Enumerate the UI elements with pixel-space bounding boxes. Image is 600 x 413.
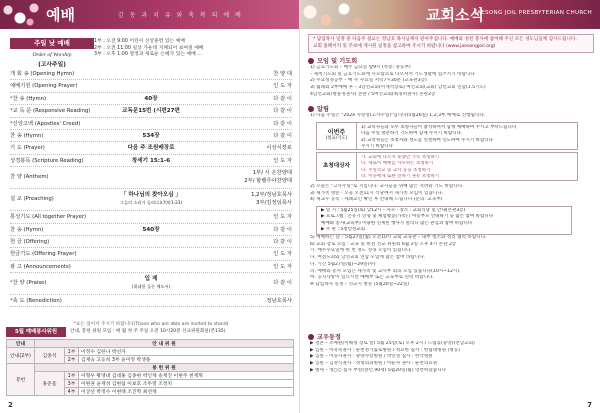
flower-decoration-icon bbox=[300, 0, 370, 29]
service-time-2: 2부 : 오전 11:00 일상 가운데 지체되어 보여질 예배 bbox=[94, 45, 204, 51]
benediction-item: *축 도 (Benediction) 정남호목사 bbox=[10, 295, 292, 307]
sermon-scripture: 그들의 소리가 들리나요?(막1-23) bbox=[119, 200, 183, 206]
worship-item: 개 회 송 (Opening Hymn) 찬 양 대 bbox=[10, 68, 292, 80]
table-row: 안내 안 내 위 원 bbox=[7, 340, 294, 348]
worship-title: 예배 bbox=[46, 8, 75, 24]
worship-item: 성경봉독 (Scripture Reading) 창세기 15:1-6 인 도 자 bbox=[10, 155, 292, 167]
church-name: JAESONG JOIL PRESBYTERIAN CHURCH bbox=[475, 10, 592, 16]
worship-item: 헌금기도 (Offering Prayer) 인 도 자 bbox=[10, 248, 292, 260]
flower-decoration-icon bbox=[0, 0, 44, 29]
worship-item: 예배기원 (Opening Prayer) 인 도 자 bbox=[10, 80, 292, 92]
service-committee-tag: 5월 예배봉사위원 bbox=[6, 327, 66, 337]
notice-box: * 담임목사 일정 중 다음주 설교는 정남호 목사님께서 맡아주십니다. 예배와 성전 봉사에 참여해 주신 모든 성도님들께 감사드립니다. 교회 홈페이지 및 주보에 게시된 일정을 참고하여 주시기 바랍니다 (www.jaesongjoil.org) bbox=[308, 34, 594, 53]
event-box: ▶ 일 시 : 5월25일(토) 낮12시 – 사모 · 장소 : 교회식당 및 안내(본관3층) ▶ 프로그램 : 온유기 인형 및 체험활동(가족) / 아동부모 안내하기 등 많은 참여 바랍니다 예배와 봉사(교육부) 이용한 연계된 행사가 열리니 많은 관심과 참여 바랍니다 ▶ 주 관 : 5청년선교회 bbox=[316, 206, 572, 235]
table-row: 봉헌 봉 헌 위 원 bbox=[7, 364, 294, 372]
news-title: 교회소식 bbox=[426, 8, 484, 24]
table-row: 2부 김재숙 고응희 3부 윤미정 박생플 bbox=[7, 356, 294, 364]
sermon-title: 「 하나님의 찾아오심 」 bbox=[120, 192, 182, 199]
worship-section-head: 주일 낮 예배 bbox=[10, 38, 94, 49]
order-of-worship-ko: (고사주일) bbox=[38, 62, 66, 68]
worship-item: 찬 송 (Hymn) 534장 다 같 이 bbox=[10, 130, 292, 142]
service-times bbox=[94, 39, 203, 59]
sermon-item: 설 교 (Preaching) 「 하나님의 찾아오심 」 그들의 소리가 들리나요?(막1-23) 1,2부/정남호목사 3부/김정임목사 bbox=[10, 189, 292, 211]
worship-item: 헌 금 (Offering) 다 같 이 bbox=[10, 236, 292, 248]
announcement-lines: 2) 오늘은 "고사주일"로 지킵니다. 교사들을 위해 많은 격려와 기도 바랍니다. 3) 새가족 방문 : 오늘 오전11시 식당에서 새가족 모임이 있습니다. 4) 새교우 등록 : 세례교인 확인 후 안내해 드립니다 (문의: 교육부) bbox=[310, 184, 464, 203]
service-committee-note: 안내, 봉헌 위원 모임 : 매 월 첫 주 주일 오전 10시20분 선교위원회실(본135) bbox=[70, 329, 226, 334]
worship-item: *신앙고백 (Apostles' Creed) 다 같 이 bbox=[10, 118, 292, 130]
table-row: 안내(2부) 김종석 1부 이정수 김한나 박선자 bbox=[7, 348, 294, 356]
invitee-box: 초청대상자 가. 교회에 나오지 못했던 가족 초청하기 나. 새로이 예배를 사모하는 초청하기 다. 주일학교 및 교사 등을 초청하기 라. 이웃에게 또한 전하기 권유 초청하기 bbox=[316, 152, 578, 181]
page-number: 7 bbox=[587, 401, 592, 409]
table-row: 홍준흠 1부 이형우 황영대 김대홍 김종현 박인재 송재진 이현주 천재혁 bbox=[7, 372, 294, 380]
order-of-worship-en: Order of Worship bbox=[32, 52, 72, 58]
table-row: 3부 이현권 윤재성 김현섭 이보호 조두열 조정치 bbox=[7, 380, 294, 388]
worship-order-list bbox=[10, 68, 292, 307]
page-number: 2 bbox=[8, 401, 13, 409]
worship-item: *찬 송 (Hymn) 40장 다 같 이 bbox=[10, 93, 292, 105]
meetings-lines: 1) 금요기도회 – 매주 금요일 밤9시 (특송: 중등부) – 새벽기도회 및 금요기도회에 사모함으로 나오셔서 기도생활에 힘쓰시기 바랍니다 2) 수요성경공부 – 매 주 수요일 저녁7시30분 (교육관3층) 3) 월례회 2부예배 후 – 3남선교회(이재석장로) 여선교회(교회) 남선교회 연합(1.5기도) 4남선교회(방윤정권사) 본관 / 5여선교회(최경희권사) 본관2층 bbox=[310, 65, 486, 97]
worship-item: 통성기도 (All together Prayer) 인 도 자 bbox=[10, 211, 292, 223]
stand-note: *표는 일어서 주시기 바랍니다(Those who are able are invited to stand) bbox=[73, 322, 229, 327]
worship-subtitle: 감 동 과 치 유 와 축 복 의 예 배 bbox=[118, 12, 243, 19]
this-week-box: 이번주 (설교/기도) 1) 교역자들과 모두 초청자들이 참석하셔서 함께 예배하여 주시고 부탁드립니다 다음 주일 방문하기 기도하여 함께 주시기 바랍니다. 2) 교역자들은 초청자와 성도를 연결하여 인도하여 주시기 바랍니다 주시기 바랍니다 bbox=[316, 122, 578, 150]
service-committee-bar bbox=[6, 327, 294, 337]
section-meetings: 모임 및 기도회 bbox=[308, 56, 357, 65]
worship-item: 광 고 (Announcements) 인 도 자 bbox=[10, 261, 292, 273]
bullet-icon bbox=[308, 58, 314, 64]
member-news-lines: ▶ 결혼 – 조예원(이해정 장로 딸) 5월 25일(토) 오후 2시 / 드림홀(중앙)(전남교회) ▶ 입원 – 이축복권사 : 순천성가롤로병원 / 정요한 집사 : 한림대병원 (병동) ▶ 입원 – 이승자권사 : 광양사랑병원 / 박민영 집사 : 한국병원 ▶ 입원 – 김정식권사 : 정형외과병원 / 이순자 권사 : 순천의료원 ▶ 별세 – 정○○ 집사 부친(향년 90세) 5월20일(월) 영면하셨습니다 bbox=[310, 341, 475, 373]
bullet-icon bbox=[308, 334, 314, 340]
worship-item: 기 도 (Prayer) 다음 주 조원배장로 이상식장로 bbox=[10, 142, 292, 154]
anthem-item: 찬 양 (Anthem) 1부/ 시 온찬양대 2부/ 할렐루야찬양대 bbox=[10, 167, 292, 189]
service-time-1: 1부 : 오전 9:00 어린이 신앙훈련 있는 예배 bbox=[94, 39, 185, 44]
news-page bbox=[300, 0, 600, 413]
table-row: 4부 이상선 박정수 이현태 조진혁 최선재 bbox=[7, 388, 294, 396]
worship-item: 찬 송 (Hymn) 540장 다 같 이 bbox=[10, 224, 292, 236]
worship-item: *교 독 문 (Responsive Reading) 교독문15번 (시편27편 다 같 이 bbox=[10, 105, 292, 117]
section-member-news: 교우동정 bbox=[308, 332, 341, 341]
service-committee-table bbox=[6, 339, 294, 396]
praise-item: *찬 양 (Praise) 입 제 (위대한 공동 체도서) 다 같 이 bbox=[10, 273, 292, 295]
news-banner bbox=[300, 0, 600, 29]
section-announcements: 알림 bbox=[308, 104, 329, 113]
announcement-first: 1) 다음 주일은 "2024 사랑성(고사주일)"입니다(5월26일) 1,2,3부 예배로 진행됩니다. bbox=[310, 113, 486, 118]
bullet-icon bbox=[308, 106, 314, 112]
announcement-more: 5) 예배하는 날 – 5월27일(월) 오전10시 교회 교육관 – 내부 청소와 정리 협력 바랍니다. 6) 교회 장로 모임 : 교육 및 비전 선교 위원회 6월 2일 오후 4시 본관 2층 가. 매주수요일에 한 번 정도 성경 모임이 있습니다. 나. 여전도회와 남선교회 연합 모임에 많은 참여 바랍니다. 다. 기간 5월27일(월)~29일(수) 라. 예배와 봉사 모임은 새가족 및 교사부 회의 모임 있습니다(10시~12시). 마. 공지사항이 있으시면 예배부 또는 교육부로 연락 바랍니다. ※ 담임목사 동정 – 선교지 방문 (5월20일~22일) bbox=[310, 235, 487, 287]
service-time-3: 3부 : 오후 1:00 열정과 새로운 은혜가 있는 예배 ... bbox=[94, 52, 202, 58]
worship-banner bbox=[0, 0, 300, 29]
